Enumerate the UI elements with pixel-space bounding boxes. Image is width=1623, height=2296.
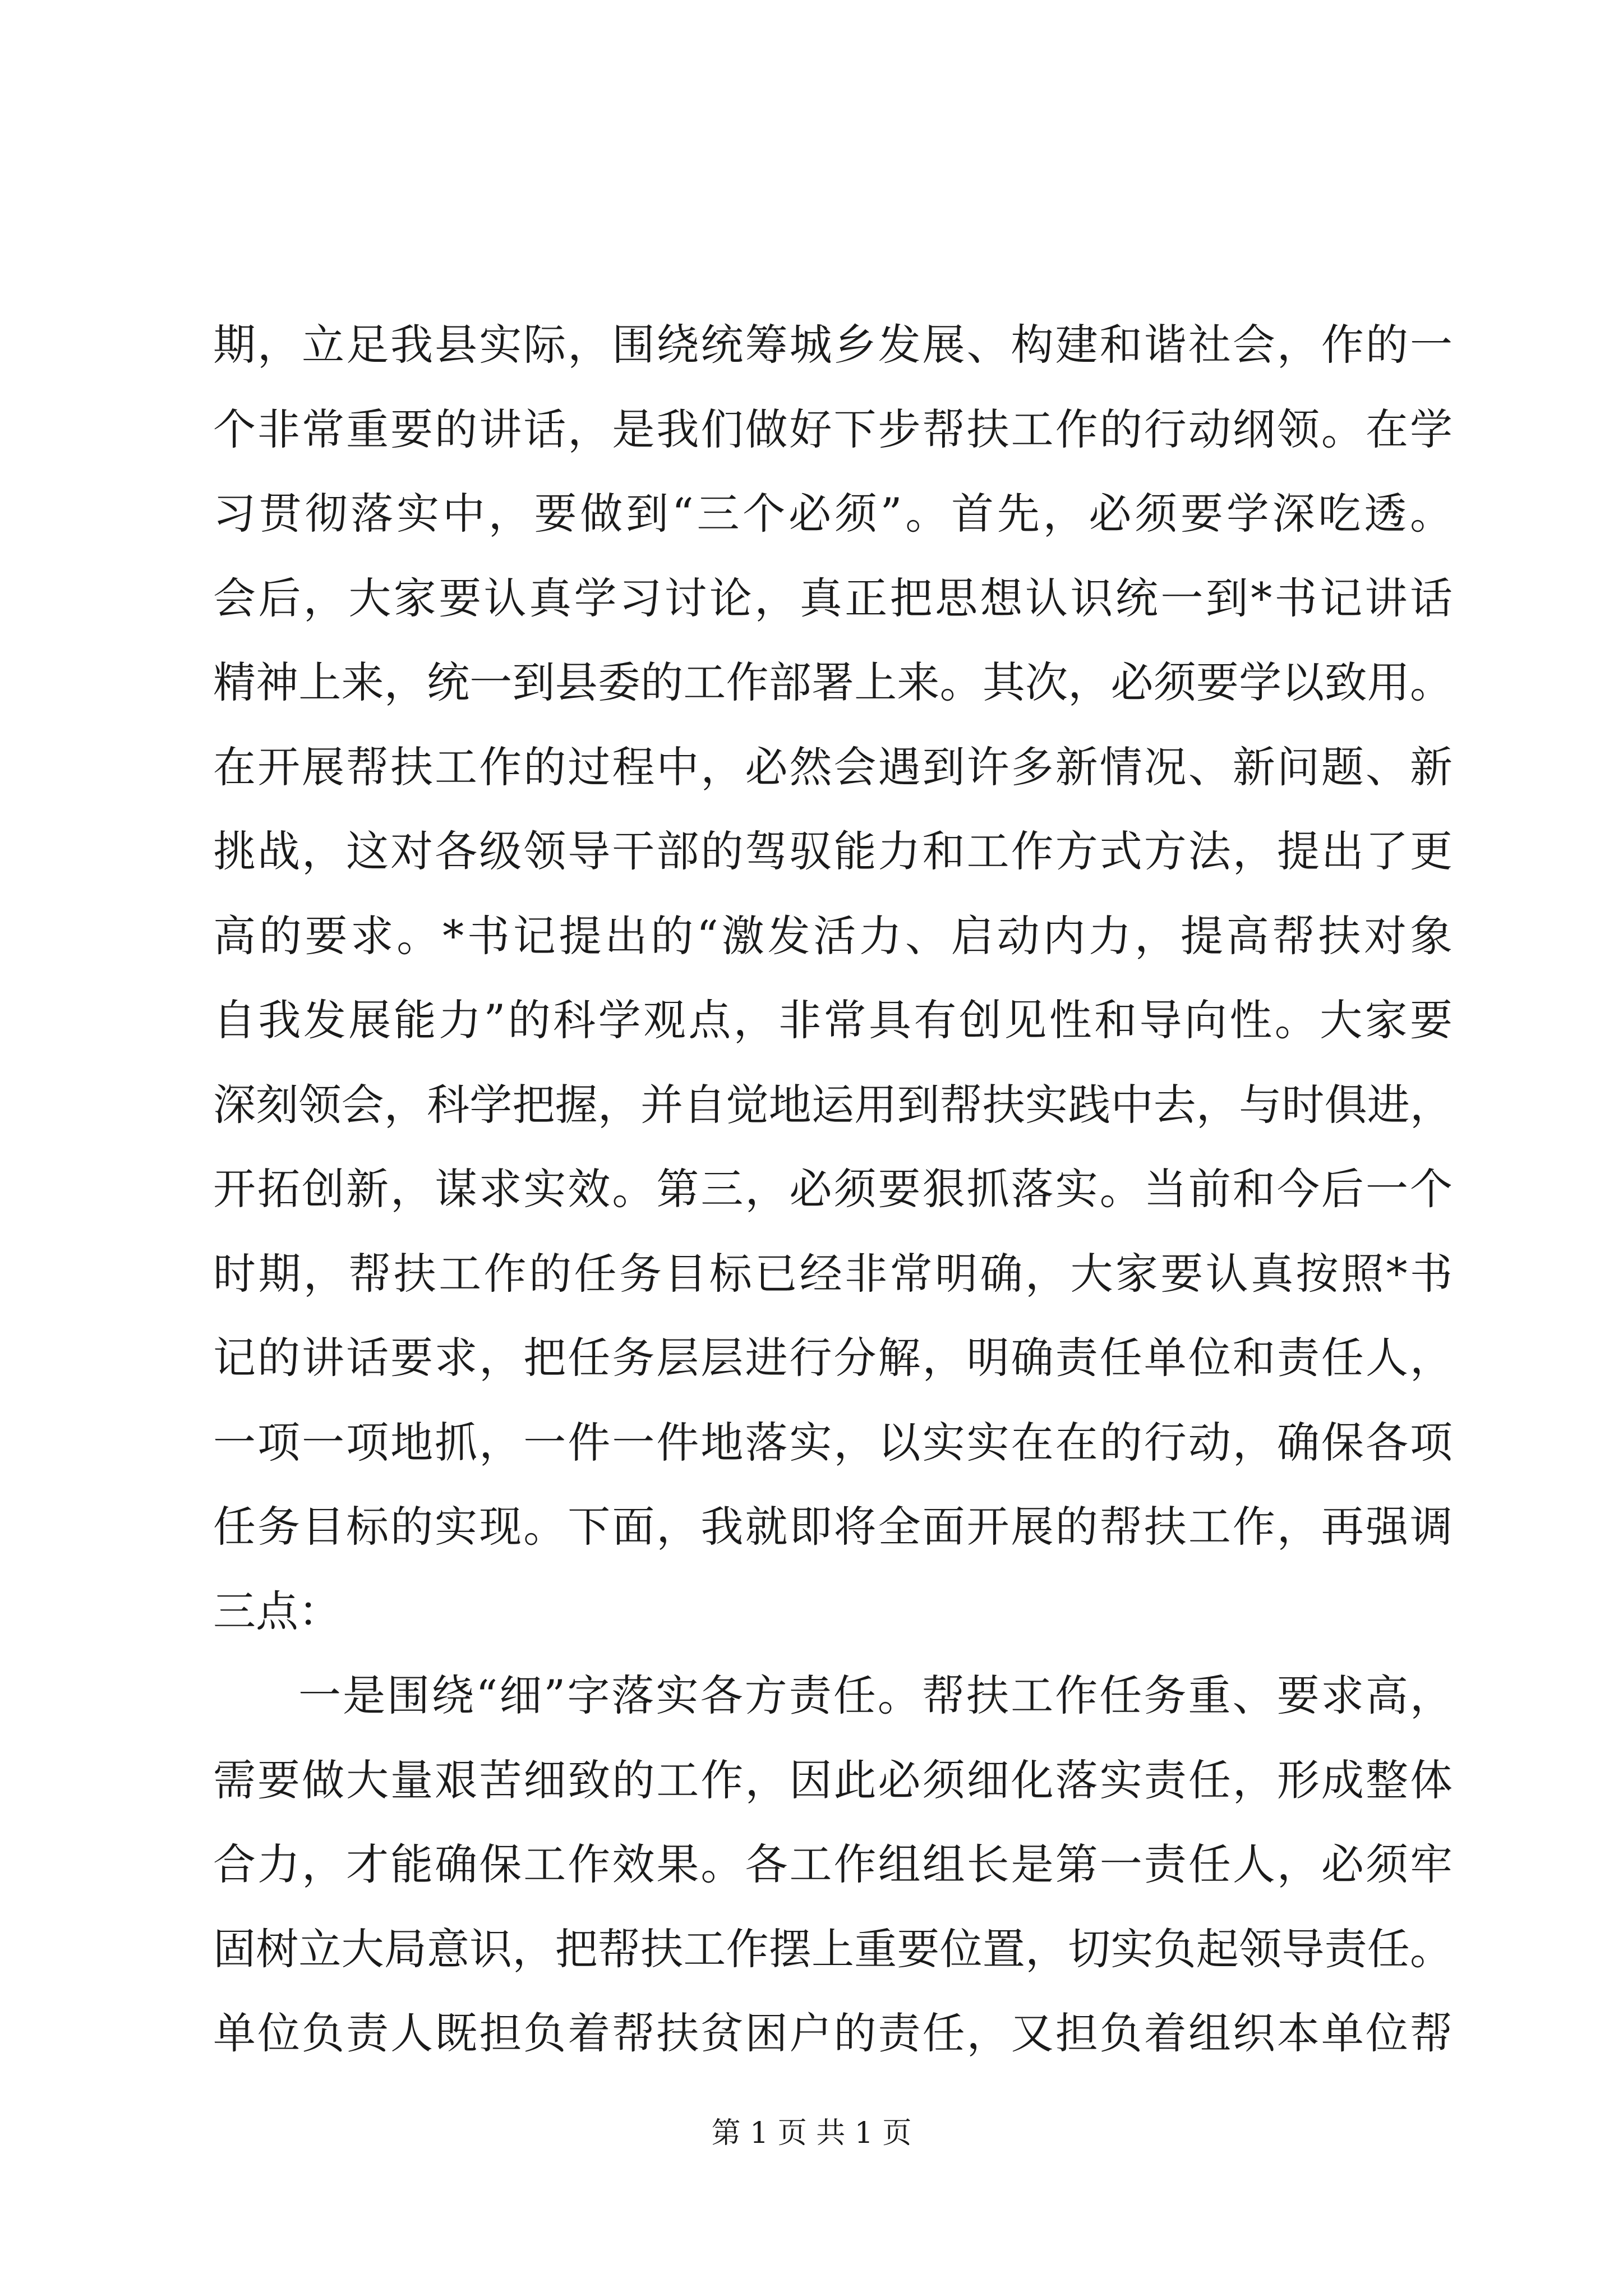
- text-line: 习贯彻落实中，要做到“三个必须”。首先，必须要学深吃透。: [213, 489, 1453, 539]
- text-line: 单位负责人既担负着帮扶贫困户的责任，又担负着组织本单位帮: [213, 2008, 1453, 2058]
- text-line: 记的讲话要求，把任务层层进行分解，明确责任单位和责任人，: [213, 1333, 1453, 1383]
- body-text: [213, 303, 1453, 2076]
- text-line: 在开展帮扶工作的过程中，必然会遇到许多新情况、新问题、新: [213, 742, 1453, 792]
- text-line: 深刻领会，科学把握，并自觉地运用到帮扶实践中去，与时俱进，: [213, 1079, 1453, 1130]
- text-line: 三点：: [213, 1586, 341, 1636]
- text-line: 固树立大局意识，把帮扶工作摆上重要位置，切实负起领导责任。: [213, 1924, 1453, 1974]
- text-line: 个非常重要的讲话，是我们做好下步帮扶工作的行动纲领。在学: [213, 404, 1453, 454]
- text-line: 高的要求。*书记提出的“激发活力、启动内力，提高帮扶对象: [213, 910, 1453, 961]
- text-line: 任务目标的实现。下面，我就即将全面开展的帮扶工作，再强调: [213, 1502, 1453, 1552]
- text-line: 需要做大量艰苦细致的工作，因此必须细化落实责任，形成整体: [213, 1755, 1453, 1805]
- text-line: 合力，才能确保工作效果。各工作组组长是第一责任人，必须牢: [213, 1839, 1453, 1889]
- text-line: 自我发展能力”的科学观点，非常具有创见性和导向性。大家要: [213, 995, 1453, 1045]
- text-line: 一项一项地抓，一件一件地落实，以实实在在的行动，确保各项: [213, 1417, 1453, 1467]
- text-line: 时期，帮扶工作的任务目标已经非常明确，大家要认真按照*书: [213, 1248, 1453, 1299]
- text-line: 一是围绕“细”字落实各方责任。帮扶工作任务重、要求高，: [298, 1671, 1453, 1720]
- text-line: 挑战，这对各级领导干部的驾驭能力和工作方式方法，提出了更: [213, 826, 1453, 876]
- text-line: 期，立足我县实际，围绕统筹城乡发展、构建和谐社会，作的一: [213, 320, 1453, 370]
- page-number-footer: 第 1 页 共 1 页: [711, 2116, 912, 2150]
- text-line: 开拓创新，谋求实效。第三，必须要狠抓落实。当前和今后一个: [213, 1164, 1453, 1214]
- text-line: 精神上来，统一到县委的工作部署上来。其次，必须要学以致用。: [213, 657, 1453, 707]
- text-line: 会后，大家要认真学习讨论，真正把思想认识统一到*书记讲话: [213, 573, 1453, 623]
